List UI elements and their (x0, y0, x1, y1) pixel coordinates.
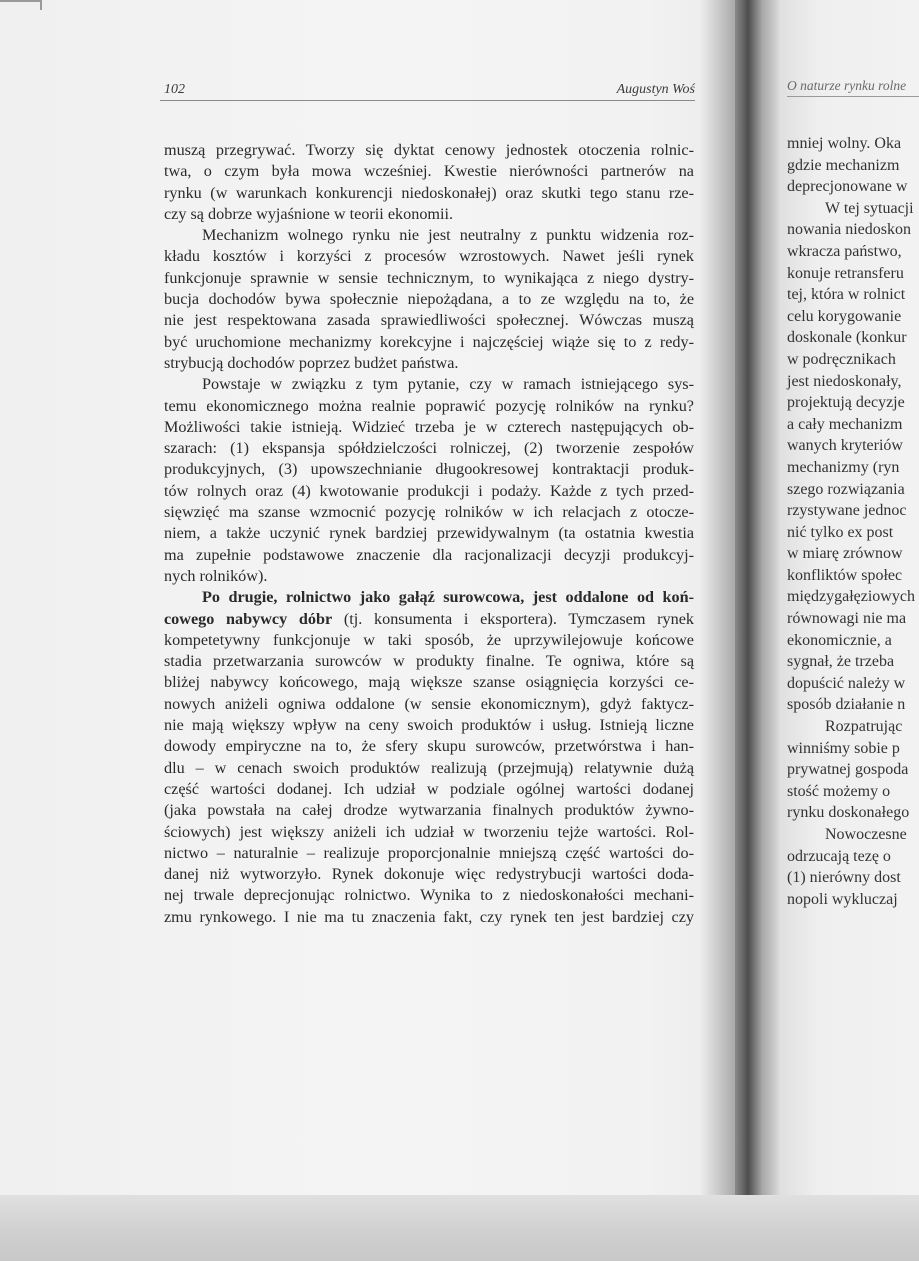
text-line: dlu – w cenach swoich produktów realizują (przejmują) relatywnie dużą (164, 758, 694, 777)
facing-page-line: wkracza państwo, (787, 242, 902, 260)
facing-page-line: konfliktów społec (787, 566, 903, 584)
book-gutter-shadow (700, 0, 780, 1205)
text-line: Powstaje w związku z tym pytanie, czy w ramach istniejącego sys- (202, 375, 694, 394)
text-line (164, 609, 694, 630)
text-line: Mechanizm wolnego rynku nie jest neutralny z punktu widzenia roz- (202, 226, 694, 245)
facing-page-line: gdzie mechanizm (787, 156, 900, 174)
facing-page-line: nopoli wykluczaj (787, 890, 898, 908)
text-line: nej trwale deprecjonując rolnictwo. Wynika to z niedoskonałości mechani- (164, 886, 694, 905)
facing-page-line: równowagi nie ma (787, 610, 907, 628)
text-line: muszą przegrywać. Tworzy się dyktat cenowy jednostek otoczenia rolnic- (164, 141, 694, 159)
text-line: kładu kosztów i korzyści z procesów wzrostowych. Nawet jeśli rynek (164, 247, 694, 266)
facing-page-line: projektują decyzje (787, 394, 905, 412)
facing-page-header: O naturze rynku rolne (787, 78, 907, 93)
facing-page-line: w miarę zrównow (787, 545, 903, 563)
text-line: funkcjonuje sprawnie w sensie technicznym, to wynikająca z niego dystry- (164, 268, 694, 287)
facing-page-line: międzygałęziowych (787, 588, 915, 606)
text-line: temu ekonomicznego można realnie poprawić pozycję rolników na rynku? (164, 396, 694, 415)
text-line (164, 587, 694, 608)
facing-page-line: celu korygowanie (787, 307, 902, 325)
text-line: nowych aniżeli ogniwa oddalone (w sensie ekonomicznym), gdyż faktycz- (164, 694, 694, 713)
facing-page-line: winniśmy sobie p (787, 739, 900, 757)
text-line: twa, o czym była mowa wcześniej. Kwestie nierówności partnerów na (164, 162, 694, 181)
text-line: Możliwości takie istnieją. Widzieć trzeba je w czterech następujących ob- (164, 417, 694, 436)
facing-page-line: w podręcznikach (787, 350, 896, 368)
facing-page-line: deprecjonowane w (787, 178, 908, 196)
facing-page-line: sygnał, że trzeba (787, 653, 895, 671)
bold-lead-text: Po drugie, rolnictwo jako gałąź surowcowa, jest oddalone od koń- (202, 588, 694, 607)
text-line: tów rolnych oraz (4) kwotowanie produkcji i podaży. Każde z tych przed- (164, 481, 694, 500)
facing-page-line: mniej wolny. Oka (787, 135, 902, 152)
text-fragment: (tj. konsumenta i eksportera). Tymczasem rynek (332, 609, 694, 628)
header-rule (160, 100, 695, 101)
facing-page-line: jest niedoskonały, (787, 372, 902, 390)
facing-page-line: Rozpatrując (825, 718, 903, 736)
facing-page-line: nowania niedoskon (787, 221, 911, 239)
text-line: nie mają większy wpływ na ceny swoich produktów i usług. Istnieją liczne (164, 716, 694, 735)
text-line: ma zupełnie podstawowe znaczenie dla racjonalizacji decyzji produkcyj- (164, 545, 694, 564)
facing-page-line: dopuścić należy w (787, 674, 906, 692)
text-line: sięwzięć ma szanse wzmocnić pozycję rolników w ich relacjach z otocze- (164, 503, 694, 522)
facing-page-line: Nowoczesne (825, 826, 907, 843)
text-line: produkcyjnych, (3) upowszechnianie długookresowej kontraktacji produk- (164, 460, 694, 479)
main-text-column (164, 140, 694, 928)
facing-page-line: nić tylko ex post (787, 523, 894, 541)
text-line: kompetetywny funkcjonuje w taki sposób, że uprzywilejowuje końcowe (164, 630, 694, 649)
text-line: dowody empiryczne na to, że sfery skupu surowców, przetwórstwa i han- (164, 737, 694, 756)
facing-page-line: W tej sytuacji (825, 199, 914, 217)
text-line: (jaka powstała na całej drodze wytwarzania finalnych produktów żywno- (164, 801, 694, 820)
text-line: strybucją dochodów poprzez budżet państwa. (164, 353, 459, 372)
paragraph (164, 225, 694, 374)
facing-page-line: tej, która w rolnict (787, 286, 906, 304)
facing-page-header-rule (787, 96, 919, 97)
text-line: bliżej nabywcy końcowego, mają większe szanse osiągnięcia korzyści ce- (164, 673, 694, 692)
facing-page-line: konuje retransferu (787, 264, 904, 282)
facing-page-line: odrzucają tezę o (787, 847, 891, 865)
text-line: stadia przetwarzania surowców w produkty finalne. Te ogniwa, które są (164, 652, 694, 671)
text-line: nie jest respektowana zasada sprawiedliwości społecznej. Wówczas muszą (164, 311, 694, 330)
facing-page-line: mechanizmy (ryn (787, 458, 900, 476)
text-line: być uruchomione mechanizmy korekcyjne i najczęściej wiąże się to z redy- (164, 332, 694, 351)
facing-page-line: (1) nierówny dost (787, 869, 901, 887)
running-header-author: Augustyn Woś (616, 82, 695, 97)
facing-page-line: szego rozwiązania (787, 480, 905, 498)
facing-page-line: rzystywane jednoc (787, 502, 907, 520)
bold-lead-text: cowego nabywcy dóbr (164, 609, 333, 628)
paragraph (164, 587, 694, 928)
scan-corner-mark (0, 0, 42, 10)
text-line: zmu rynkowego. I nie ma tu znaczenia fakt, czy rynek ten jest bardziej czy (164, 907, 694, 926)
facing-page-line: ekonomicznie, a (787, 631, 892, 649)
facing-page-line: a cały mechanizm (787, 415, 903, 433)
facing-page-line: rynku doskonałego (787, 804, 910, 822)
text-line: część wartości dodanej. Ich udział w podziale ogólnej wartości dodanej (164, 779, 694, 798)
paragraph (164, 140, 694, 225)
text-line: bucja dochodów bywa społecznie niepożądana, a to ze względu na to, że (164, 290, 694, 309)
text-line: ściowych) jest większy aniżeli ich udział w tworzeniu tejże wartości. Rol- (164, 822, 694, 841)
text-line: danej niż wytworzyło. Rynek dokonuje więc redystrybucji wartości doda- (164, 865, 694, 884)
facing-page-line: wanych kryteriów (787, 437, 903, 455)
facing-page-line: doskonale (konkur (787, 329, 907, 347)
text-line: nictwo – naturalnie – realizuje proporcjonalnie mniejszą część wartości do- (164, 843, 694, 862)
facing-page-text (787, 133, 919, 910)
text-line: nych rolników). (164, 566, 268, 585)
text-line: niem, a także uczynić rynek bardziej przewidywalnym (ta ostatnia kwestia (164, 524, 694, 543)
facing-page-line: sposób działanie n (787, 696, 906, 714)
facing-page-line: stość możemy o (787, 782, 891, 800)
text-line: czy są dobrze wyjaśnione w teorii ekonomii. (164, 204, 454, 223)
text-line: szarach: (1) ekspansja spółdzielczości rolniczej, (2) tworzenie zespołów (164, 439, 694, 458)
facing-page-line: prywatnej gospoda (787, 761, 909, 779)
page-number: 102 (164, 82, 185, 97)
paragraph (164, 374, 694, 587)
text-line: rynku (w warunkach konkurencji niedoskonałej) oraz skutki tego stanu rze- (164, 183, 694, 202)
scan-bottom-margin (0, 1195, 919, 1261)
